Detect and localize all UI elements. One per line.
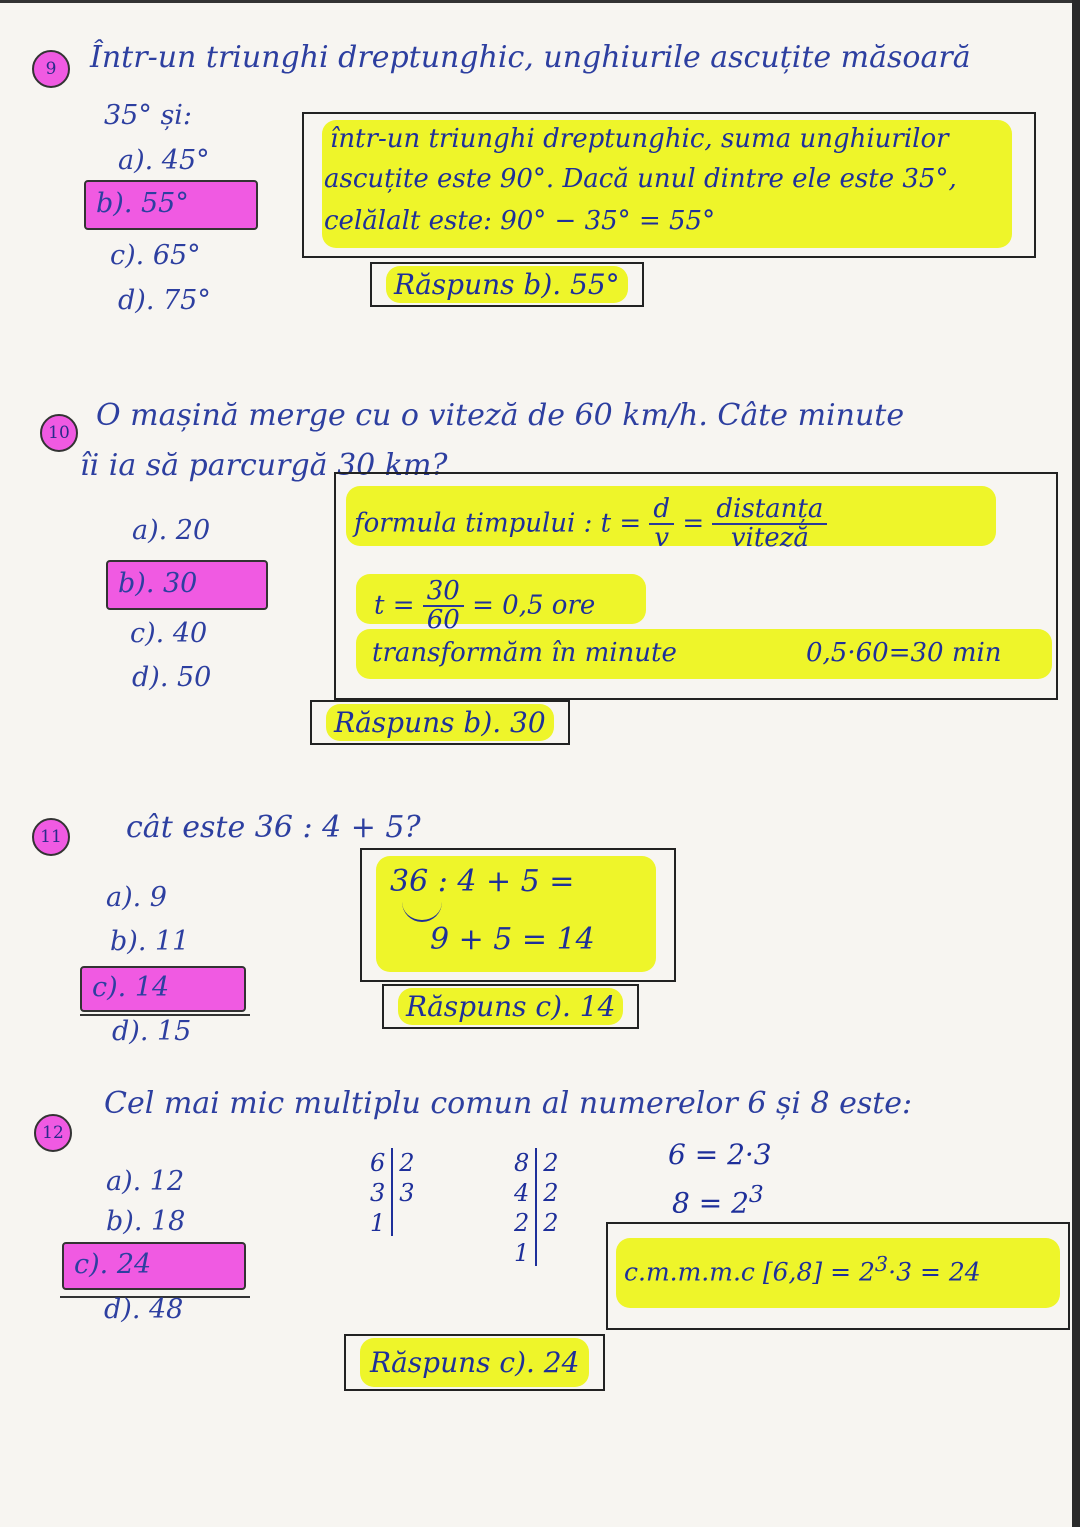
question-number: 9	[45, 59, 57, 79]
question-number-badge	[32, 50, 70, 88]
selected-option-box	[62, 1242, 246, 1290]
question-text-cont: 35° și:	[104, 100, 193, 131]
ladder-bar	[391, 1148, 393, 1236]
cmmmc-prefix: c.m.m.m.c [6,8] = 2	[624, 1257, 875, 1287]
factor-ladder-8	[514, 1148, 559, 1268]
formula-line	[354, 496, 827, 553]
question-number: 10	[48, 423, 70, 443]
convert-text: transformăm în minute	[372, 638, 677, 668]
option-b: b). 55°	[96, 188, 189, 219]
cmmmc-exponent: 3	[874, 1252, 889, 1276]
ladder-left	[514, 1148, 529, 1268]
option-a: a). 9	[106, 882, 167, 913]
question-text: O mașină merge cu o viteză de 60 km/h. Câte minute	[96, 398, 905, 433]
formula-box	[334, 472, 1058, 700]
question-number-badge	[32, 818, 70, 856]
formula-denominator: v	[654, 523, 670, 554]
selected-option-box	[80, 966, 246, 1012]
calc-line	[374, 578, 595, 635]
calc-prefix: t =	[374, 590, 415, 621]
ladder-divisor: 2	[543, 1179, 559, 1207]
ladder-value: 2	[514, 1209, 530, 1237]
ladder-bar	[535, 1148, 537, 1266]
work-box	[360, 848, 676, 982]
option-d: d). 15	[112, 1016, 192, 1047]
ladder-value: 4	[514, 1179, 530, 1207]
ladder-divisor: 2	[543, 1209, 559, 1237]
ladder-divisor: 3	[399, 1179, 415, 1207]
page-top-edge	[0, 0, 1080, 3]
question-text-cont: îi ia să parcurgă 30 km?	[80, 448, 448, 483]
factor8-base: 8 = 2	[672, 1186, 749, 1220]
explanation-line-1: într-un triunghi dreptunghic, suma unghiurilor	[330, 124, 949, 154]
answer-box	[370, 262, 644, 307]
cmmmc-line	[624, 1252, 981, 1286]
calc-denominator: 60	[426, 605, 460, 636]
answer-text: Răspuns b). 55°	[386, 266, 628, 303]
ladder-value: 3	[370, 1179, 386, 1207]
explanation-line-2: ascuțite este 90°. Dacă unul dintre ele este 35°,	[324, 164, 957, 194]
option-a: a). 20	[132, 515, 211, 546]
factorization-8	[672, 1180, 764, 1219]
option-c: c). 14	[92, 972, 170, 1003]
question-text: Cel mai mic multiplu comun al numerelor 6 și 8 este:	[104, 1086, 913, 1121]
convert-calc: 0,5·60=30 min	[806, 638, 1002, 668]
option-c: c). 65°	[110, 240, 201, 271]
factor-ladder-6	[370, 1148, 415, 1238]
option-d: d). 75°	[118, 285, 211, 316]
explanation-line-3: celălalt este: 90° − 35° = 55°	[324, 206, 716, 236]
ladder-value: 8	[514, 1149, 530, 1177]
calc-numerator: 30	[423, 578, 464, 607]
formula-words-fraction	[712, 496, 827, 553]
ladder-right	[543, 1148, 558, 1238]
formula-words-numerator: distanța	[712, 496, 827, 525]
question-number-badge	[40, 414, 78, 452]
answer-text: Răspuns c). 24	[360, 1338, 589, 1387]
cmmmc-suffix: ·3 = 24	[888, 1257, 981, 1287]
formula-words-denominator: viteză	[730, 523, 809, 554]
formula-numerator: d	[649, 496, 674, 525]
option-c: c). 24	[74, 1249, 152, 1280]
explanation-box	[302, 112, 1036, 258]
answer-box	[344, 1334, 605, 1391]
work-line-2: 9 + 5 = 14	[430, 922, 595, 957]
selected-option-box	[84, 180, 258, 230]
option-d: d). 50	[132, 662, 212, 693]
ladder-value: 1	[514, 1239, 530, 1267]
page-right-edge	[1072, 0, 1080, 1527]
option-a: a). 45°	[118, 145, 210, 176]
factor8-exponent: 3	[748, 1180, 764, 1208]
calc-fraction	[423, 578, 464, 635]
selected-option-box	[106, 560, 268, 610]
ladder-divisor: 2	[543, 1149, 559, 1177]
option-d: d). 48	[104, 1294, 184, 1325]
factorization-6: 6 = 2·3	[668, 1138, 772, 1171]
answer-text: Răspuns c). 14	[398, 988, 623, 1025]
ladder-left	[370, 1148, 385, 1238]
question-number-badge	[34, 1114, 72, 1152]
ladder-value: 6	[370, 1149, 386, 1177]
calc-result: = 0,5 ore	[472, 590, 596, 621]
formula-eq: =	[682, 508, 705, 539]
ladder-divisor: 2	[399, 1149, 415, 1177]
ladder-value: 1	[370, 1209, 386, 1237]
formula-fraction	[649, 496, 674, 553]
option-b: b). 18	[106, 1206, 186, 1237]
option-a: a). 12	[106, 1166, 185, 1197]
question-text: Într-un triunghi dreptunghic, unghiurile ascuțite măsoară	[90, 40, 971, 75]
answer-box	[382, 984, 639, 1029]
answer-text: Răspuns b). 30	[326, 704, 554, 741]
formula-label: formula timpului : t =	[354, 508, 642, 539]
cmmmc-box	[606, 1222, 1070, 1330]
answer-box	[310, 700, 570, 745]
option-c: c). 40	[130, 618, 208, 649]
question-number: 11	[40, 827, 62, 847]
option-b: b). 11	[110, 926, 190, 957]
question-text: cât este 36 : 4 + 5?	[126, 810, 421, 845]
option-b: b). 30	[118, 568, 198, 599]
ladder-right	[399, 1148, 414, 1208]
question-number: 12	[42, 1123, 64, 1143]
work-line-1: 36 : 4 + 5 =	[390, 864, 575, 899]
